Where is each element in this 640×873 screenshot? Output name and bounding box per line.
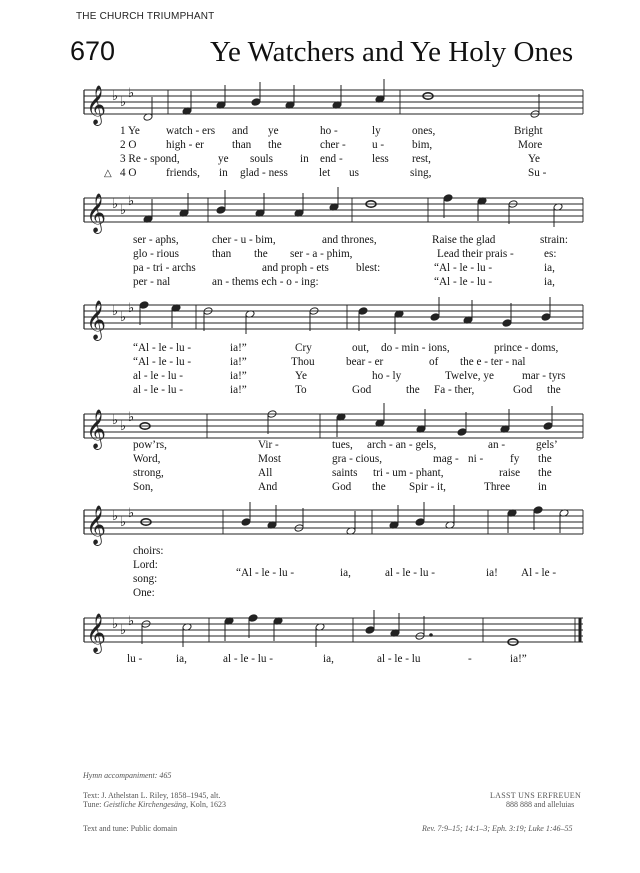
lyric-syllable: rest, xyxy=(412,153,431,165)
lyric-syllable: let xyxy=(319,167,331,179)
tune-credit xyxy=(83,800,226,809)
lyric-syllable: raise xyxy=(499,467,521,479)
lyric-syllable: ser - a - phim, xyxy=(290,248,353,260)
lyric-syllable: do - min - ions, xyxy=(381,342,450,354)
lyric-syllable: Word, xyxy=(133,453,161,465)
lyric-syllable: ho - xyxy=(320,125,338,137)
lyric-syllable: ia!” xyxy=(510,653,527,665)
lyric-syllable: song: xyxy=(133,573,158,585)
lyric-syllable: Most xyxy=(258,453,282,465)
lyric-syllable: strain: xyxy=(540,234,568,246)
svg-text:𝄞: 𝄞 xyxy=(86,193,107,233)
lyric-syllable: ia!” xyxy=(230,342,247,354)
svg-text:♭: ♭ xyxy=(112,88,119,103)
lyric-syllable: per - nal xyxy=(133,276,171,288)
lyric-syllable: ye xyxy=(268,125,279,137)
section-heading: THE CHURCH TRIUMPHANT xyxy=(76,11,215,22)
svg-text:♭: ♭ xyxy=(120,622,127,637)
svg-text:♭: ♭ xyxy=(112,196,119,211)
lyric-syllable: cher - xyxy=(320,139,346,151)
lyric-syllable: the xyxy=(372,481,386,493)
lyric-syllable: bear - er xyxy=(346,356,384,368)
lyric-syllable: Al - le - xyxy=(521,567,557,579)
lyric-syllable: God xyxy=(352,384,372,396)
lyric-syllable: mag - xyxy=(433,453,459,465)
lyric-syllable: al - le - lu - xyxy=(385,567,436,579)
lyric-syllable: ia, xyxy=(544,276,555,288)
lyric-syllable: Lead their prais - xyxy=(437,248,514,260)
lyric-syllable: arch - an - gels, xyxy=(367,439,437,451)
lyric-syllable: “Al - le - lu - xyxy=(434,276,493,288)
lyric-syllable: Thou xyxy=(291,356,315,368)
tune-credit-place: , Koln, 1623 xyxy=(185,800,226,809)
svg-text:𝄞: 𝄞 xyxy=(86,300,107,340)
lyric-syllable: an - thems ech - o - ing: xyxy=(212,276,319,288)
lyric-syllable: “Al - le - lu - xyxy=(133,356,192,368)
svg-text:𝄞: 𝄞 xyxy=(86,409,107,449)
lyric-syllable: fy xyxy=(510,453,520,465)
lyric-syllable: To xyxy=(295,384,307,396)
lyric-syllable: ia!” xyxy=(230,356,247,368)
svg-text:𝄞: 𝄞 xyxy=(86,85,107,125)
lyric-syllable: ia, xyxy=(176,653,187,665)
lyric-syllable: the xyxy=(538,453,552,465)
lyric-syllable: than xyxy=(212,248,232,260)
text-credit: Text: J. Athelstan L. Riley, 1858–1945, alt. xyxy=(83,791,221,800)
lyric-syllable: strong, xyxy=(133,467,164,479)
lyric-syllable: ia, xyxy=(323,653,334,665)
lyric-syllable: less xyxy=(372,153,389,165)
lyric-syllable: Ye xyxy=(295,370,307,382)
tune-name: LASST UNS ERFREUEN xyxy=(490,791,582,800)
tune-credit-prefix: Tune: xyxy=(83,800,104,809)
lyric-syllable: end - xyxy=(320,153,343,165)
lyric-syllable: 3 Re - spond, xyxy=(120,153,180,165)
svg-text:♭: ♭ xyxy=(120,94,127,109)
lyric-syllable: souls xyxy=(250,153,274,165)
lyric-syllable: ye xyxy=(218,153,229,165)
lyric-syllable: tri - um - phant, xyxy=(373,467,444,479)
svg-text:♭: ♭ xyxy=(112,412,119,427)
lyric-syllable: More xyxy=(518,139,543,151)
lyric-syllable: “Al - le - lu - xyxy=(236,567,295,579)
lyric-syllable: “Al - le - lu - xyxy=(133,342,192,354)
staff-6 xyxy=(0,604,640,664)
lyric-syllable: the xyxy=(547,384,561,396)
lyric-syllable: the xyxy=(406,384,420,396)
lyric-syllable: - xyxy=(468,653,472,665)
lyric-syllable: the xyxy=(254,248,268,260)
svg-text:𝄞: 𝄞 xyxy=(86,613,107,653)
lyric-syllable: es: xyxy=(544,248,557,260)
lyric-syllable: Raise the glad xyxy=(432,234,496,246)
hymn-title: Ye Watchers and Ye Holy Ones xyxy=(210,36,574,68)
lyric-syllable: All xyxy=(258,467,273,479)
lyric-syllable: ia, xyxy=(544,262,555,274)
lyric-syllable: watch - ers xyxy=(166,125,216,137)
lyric-syllable: al - le - lu xyxy=(377,653,421,665)
scripture-refs: Rev. 7:9–15; 14:1–3; Eph. 3:19; Luke 1:46–55 xyxy=(422,824,573,833)
svg-text:𝄞: 𝄞 xyxy=(86,505,107,545)
lyric-syllable: sing, xyxy=(410,167,432,179)
lyric-syllable: pow’rs, xyxy=(133,439,167,451)
lyric-syllable: an - xyxy=(488,439,506,451)
lyric-syllable: choirs: xyxy=(133,545,164,557)
lyric-syllable: Cry xyxy=(295,342,312,354)
lyric-syllable: and xyxy=(232,125,249,137)
lyric-syllable: 1 Ye xyxy=(120,125,140,137)
lyric-syllable: in xyxy=(538,481,547,493)
svg-text:♭: ♭ xyxy=(112,508,119,523)
lyric-syllable: ia! xyxy=(486,567,498,579)
lyric-syllable: ones, xyxy=(412,125,436,137)
lyric-syllable: Spir - it, xyxy=(409,481,446,493)
copyright-note: Text and tune: Public domain xyxy=(83,824,178,833)
lyric-syllable: blest: xyxy=(356,262,381,274)
lyric-syllable: Vir - xyxy=(258,439,279,451)
lyric-syllable: lu - xyxy=(127,653,143,665)
lyric-syllable: pa - tri - archs xyxy=(133,262,196,274)
lyric-syllable: ser - aphs, xyxy=(133,234,179,246)
lyric-syllable: God xyxy=(332,481,352,493)
triangle-icon: △ xyxy=(104,168,112,179)
accompaniment-note: Hymn accompaniment: 465 xyxy=(83,771,172,780)
lyric-syllable: ly xyxy=(372,125,381,137)
lyric-syllable: and proph - ets xyxy=(262,262,329,274)
lyric-syllable: in xyxy=(219,167,228,179)
lyric-syllable: ia!” xyxy=(230,370,247,382)
lyric-syllable: and thrones, xyxy=(322,234,377,246)
lyric-syllable: Three xyxy=(484,481,511,493)
lyric-syllable: glo - rious xyxy=(133,248,179,260)
hymn-number: 670 xyxy=(70,36,116,66)
svg-text:♭: ♭ xyxy=(128,613,135,628)
lyric-syllable: al - le - lu - xyxy=(133,384,184,396)
lyric-syllable: ni - xyxy=(468,453,484,465)
lyric-syllable: in xyxy=(300,153,309,165)
lyric-syllable: u - xyxy=(372,139,385,151)
lyric-syllable: glad - ness xyxy=(240,167,288,179)
svg-text:♭: ♭ xyxy=(112,303,119,318)
lyric-syllable: the xyxy=(268,139,282,151)
svg-text:♭: ♭ xyxy=(120,514,127,529)
lyric-syllable: bim, xyxy=(412,139,433,151)
lyric-syllable: saints xyxy=(332,467,358,479)
svg-text:♭: ♭ xyxy=(120,418,127,433)
lyric-syllable: gels’ xyxy=(536,439,558,451)
lyric-syllable: the xyxy=(538,467,552,479)
lyric-syllable: us xyxy=(349,167,359,179)
svg-text:♭: ♭ xyxy=(128,300,135,315)
svg-text:♭: ♭ xyxy=(128,505,135,520)
lyric-syllable: Ye xyxy=(528,153,540,165)
lyric-syllable: Su - xyxy=(528,167,547,179)
lyric-syllable: And xyxy=(258,481,278,493)
lyric-syllable: gra - cious, xyxy=(332,453,383,465)
lyric-syllable: friends, xyxy=(166,167,200,179)
lyric-syllable: Fa - ther, xyxy=(434,384,475,396)
lyric-syllable: tues, xyxy=(332,439,353,451)
svg-text:♭: ♭ xyxy=(128,409,135,424)
lyric-syllable: 2 O xyxy=(120,139,137,151)
lyric-syllable: mar - tyrs xyxy=(522,370,566,382)
svg-text:♭: ♭ xyxy=(120,309,127,324)
lyric-syllable: Son, xyxy=(133,481,154,493)
lyric-syllable: prince - doms, xyxy=(494,342,559,354)
lyric-syllable: One: xyxy=(133,587,155,599)
lyric-syllable: high - er xyxy=(166,139,204,151)
lyric-syllable: ia, xyxy=(340,567,351,579)
lyric-syllable: cher - u - bim, xyxy=(212,234,276,246)
svg-text:♭: ♭ xyxy=(128,193,135,208)
lyric-syllable: than xyxy=(232,139,252,151)
staff-5 xyxy=(0,496,640,556)
svg-text:♭: ♭ xyxy=(120,202,127,217)
lyric-syllable: Bright xyxy=(514,125,543,137)
lyric-syllable: 4 O xyxy=(120,167,137,179)
lyric-syllable: al - le - lu - xyxy=(133,370,184,382)
lyric-syllable: Twelve, ye xyxy=(445,370,494,382)
lyric-syllable: ho - ly xyxy=(372,370,402,382)
lyric-syllable: Lord: xyxy=(133,559,158,571)
lyric-syllable: “Al - le - lu - xyxy=(434,262,493,274)
lyric-syllable: the e - ter - nal xyxy=(460,356,526,368)
svg-text:♭: ♭ xyxy=(112,616,119,631)
meter: 888 888 and alleluias xyxy=(506,800,575,809)
lyric-syllable: of xyxy=(429,356,439,368)
lyric-syllable: ia!” xyxy=(230,384,247,396)
lyric-syllable: God xyxy=(513,384,533,396)
tune-credit-source: Geistliche Kirchengesäng xyxy=(103,800,186,809)
lyric-syllable: al - le - lu - xyxy=(223,653,274,665)
svg-text:♭: ♭ xyxy=(128,85,135,100)
lyric-syllable: out, xyxy=(352,342,370,354)
